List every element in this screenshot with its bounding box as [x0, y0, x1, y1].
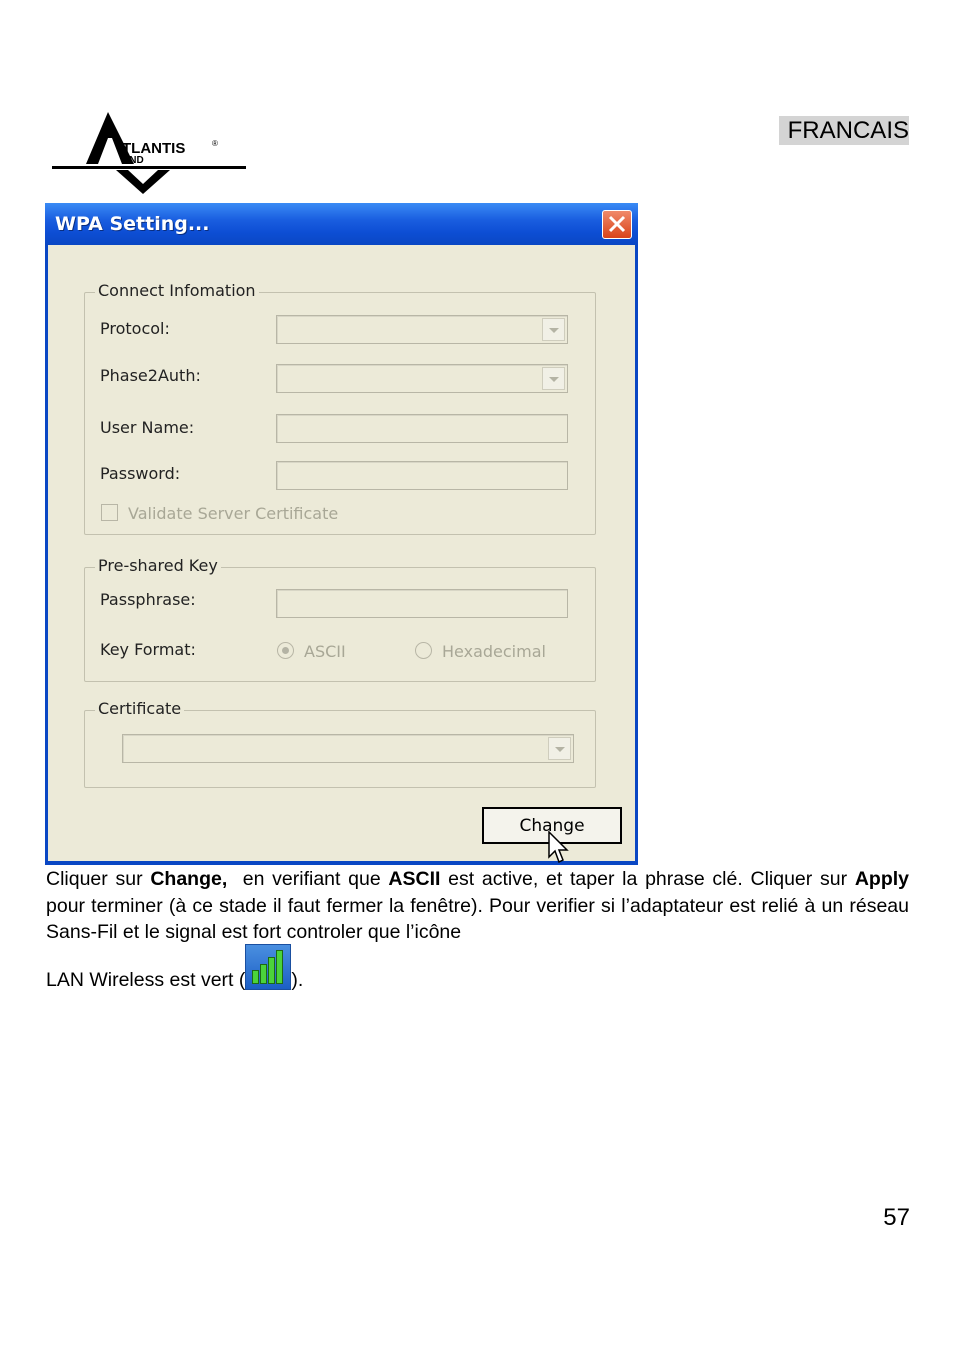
close-icon — [603, 211, 631, 238]
chevron-down-icon[interactable] — [542, 367, 565, 390]
mouse-cursor-icon — [548, 831, 570, 865]
logo-subtext: AND — [122, 155, 144, 166]
logo-text: TLANTIS — [122, 140, 186, 157]
username-label: User Name: — [100, 418, 195, 437]
ascii-radio[interactable] — [277, 642, 294, 659]
language-label: FRANCAIS — [779, 116, 909, 145]
atlantis-logo — [50, 108, 250, 200]
hexadecimal-radio[interactable] — [415, 642, 432, 659]
text-ascii-bold: ASCII — [388, 868, 441, 890]
passphrase-field[interactable] — [276, 589, 568, 618]
phase2auth-label: Phase2Auth: — [100, 366, 201, 385]
change-button[interactable]: Change — [482, 807, 622, 844]
dialog-body — [48, 245, 635, 861]
chevron-down-icon[interactable] — [548, 737, 571, 760]
ascii-label: ASCII — [304, 642, 346, 661]
text-last-before: LAN Wireless est vert ( — [46, 969, 246, 991]
text-change-bold: Change, — [150, 868, 228, 890]
certificate-dropdown[interactable] — [122, 734, 574, 763]
phase2auth-dropdown[interactable] — [276, 364, 568, 393]
validate-certificate-checkbox[interactable] — [101, 504, 118, 521]
close-button[interactable] — [602, 210, 632, 239]
psk-group-label: Pre-shared Key — [95, 556, 221, 575]
instruction-last-line — [46, 944, 303, 994]
text-apply-bold: Apply — [854, 868, 909, 890]
connect-group-label: Connect Infomation — [95, 281, 259, 300]
wireless-signal-icon — [245, 944, 291, 990]
password-field[interactable] — [276, 461, 568, 490]
page-number: 57 — [883, 1204, 910, 1231]
chevron-down-icon[interactable] — [542, 318, 565, 341]
certificate-group-label: Certificate — [95, 699, 184, 718]
password-label: Password: — [100, 464, 181, 483]
wpa-setting-window — [45, 203, 638, 865]
title-bar[interactable] — [45, 203, 638, 245]
hexadecimal-label: Hexadecimal — [442, 642, 546, 661]
text-part-2: en verifiant que — [227, 868, 389, 890]
protocol-label: Protocol: — [100, 319, 170, 338]
preshared-key-group — [84, 556, 596, 682]
text-part-1: Cliquer sur — [46, 868, 151, 890]
text-part-4: pour terminer (à ce stade il faut fermer la fenêtre). Pour verifier si l’adaptateur est relié à un réseau Sans-Fil et le signal est fort controler que l’icône — [46, 894, 909, 943]
text-last-after: ). — [291, 969, 304, 991]
passphrase-label: Passphrase: — [100, 590, 196, 609]
text-part-3: est active, et taper la phrase clé. Cliquer sur — [440, 868, 855, 890]
keyformat-label: Key Format: — [100, 640, 196, 659]
protocol-dropdown[interactable] — [276, 315, 568, 344]
logo-registered: ® — [212, 139, 218, 148]
window-title: WPA Setting... — [55, 213, 210, 235]
instruction-paragraph — [46, 866, 909, 946]
username-field[interactable] — [276, 414, 568, 443]
validate-certificate-label: Validate Server Certificate — [128, 504, 339, 523]
logo-line — [52, 166, 246, 169]
